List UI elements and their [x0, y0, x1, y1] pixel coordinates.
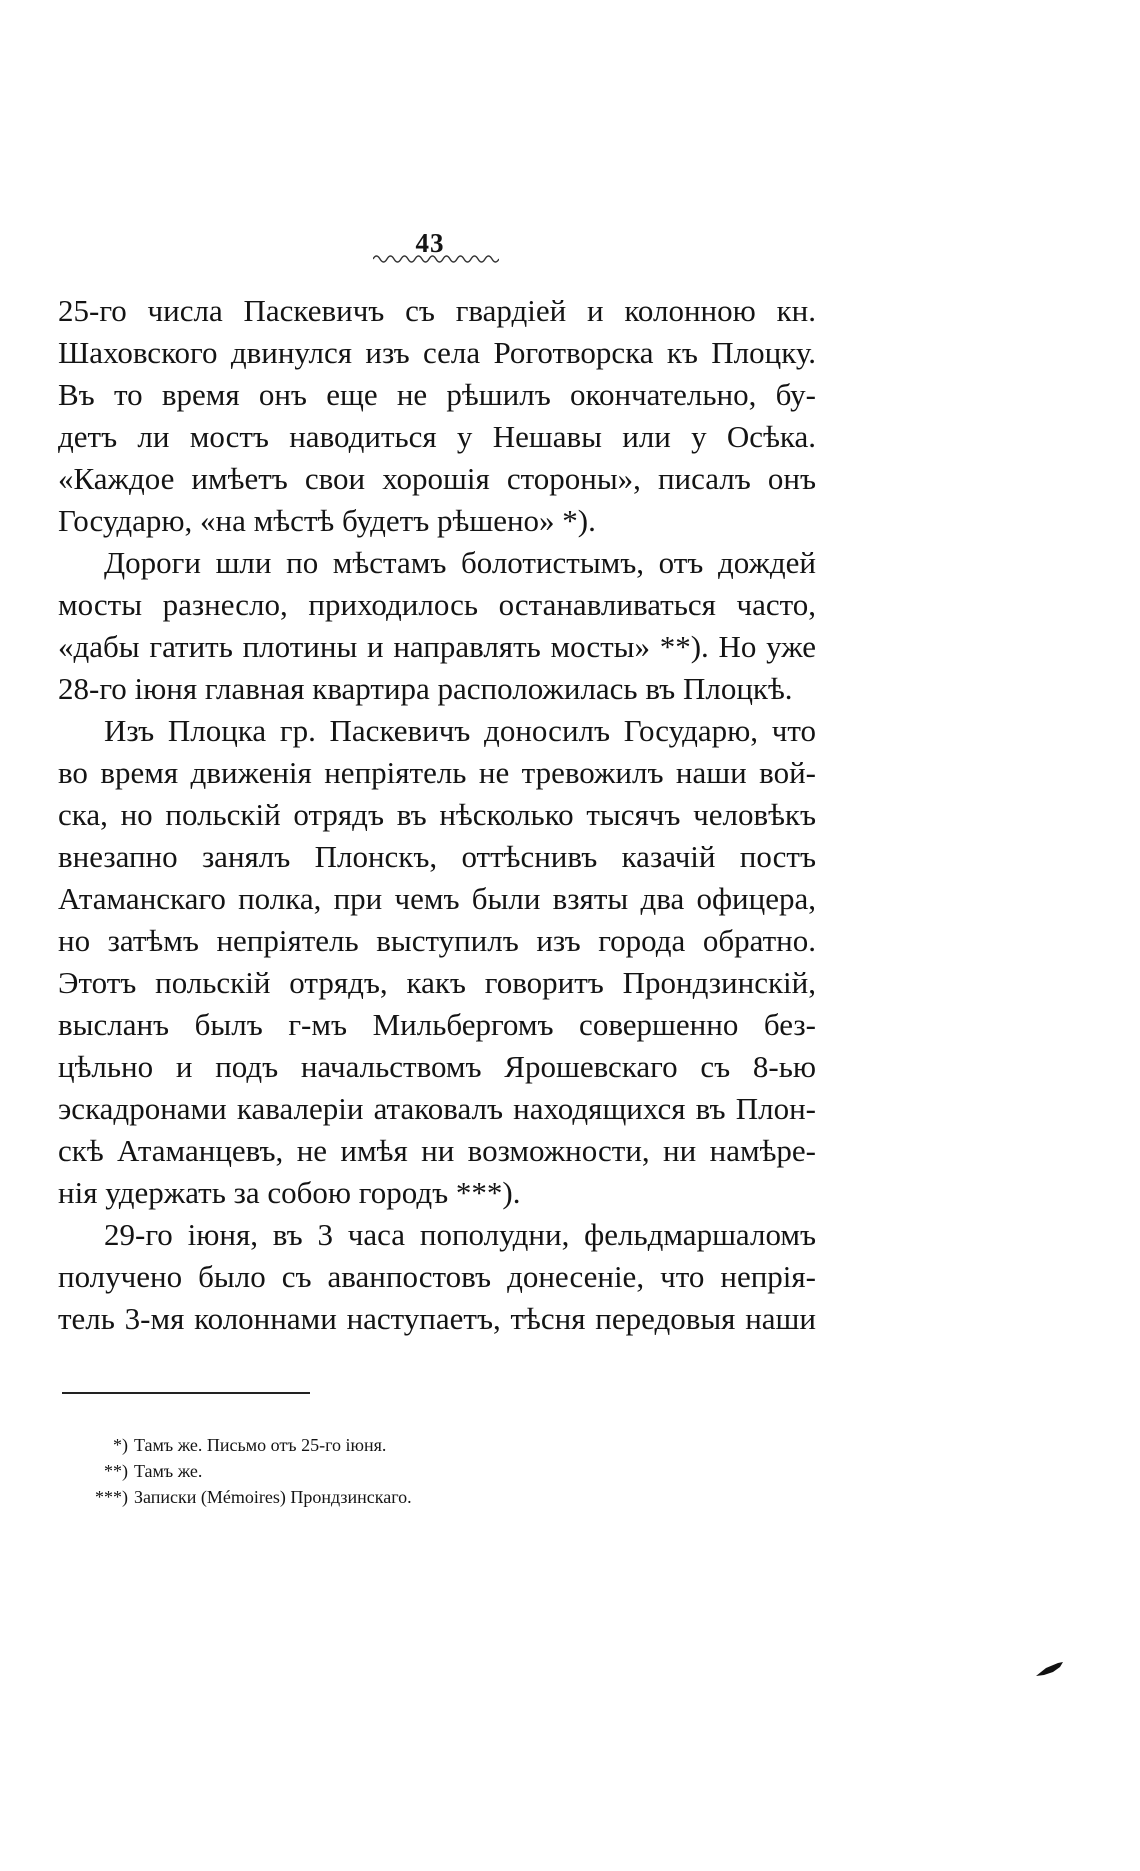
- main-text-block: [58, 290, 816, 1340]
- text-line: скѣ Атаманцевъ, не имѣя ни возможности, ни намѣре-: [58, 1133, 816, 1168]
- text-line: получено было съ аванпостовъ донесеніе, что непрія-: [58, 1259, 816, 1294]
- page-number: 43: [415, 228, 445, 258]
- text-line: эскадронами кавалеріи атаковалъ находящихся въ Плон-: [58, 1091, 816, 1126]
- text-line: во время движенія непріятель не тревожилъ наши вой-: [58, 755, 816, 790]
- text-line: но затѣмъ непріятель выступилъ изъ города обратно.: [58, 923, 816, 958]
- text-line: тель 3-мя колоннами наступаетъ, тѣсня передовыя наши: [58, 1301, 816, 1336]
- text-line: высланъ былъ г-мъ Мильбергомъ совершенно без-: [58, 1007, 816, 1042]
- footnote-text: Записки (Mémoires) Прондзинскаго.: [134, 1487, 412, 1507]
- text-line: Шаховского двинулся изъ села Роготворска къ Плоцку.: [58, 335, 816, 370]
- footnote: [92, 1432, 792, 1458]
- text-line: цѣльно и подъ начальствомъ Ярошевскаго съ 8-ью: [58, 1049, 816, 1084]
- paragraph-first-line: Изъ Плоцка гр. Паскевичъ доносилъ Государю, что: [104, 713, 816, 748]
- footnote-mark: **): [104, 1461, 128, 1481]
- text-line: «дабы гатить плотины и направлять мосты» **). Но уже: [58, 629, 816, 664]
- paragraph-first-line: Дороги шли по мѣстамъ болотистымъ, отъ дождей: [104, 545, 816, 580]
- page-number-ornament: [373, 253, 499, 265]
- footnote-mark: *): [113, 1435, 128, 1455]
- text-line: ска, но польскій отрядъ въ нѣсколько тысячъ человѣкъ: [58, 797, 816, 832]
- paragraph-first-line: 29-го іюня, въ 3 часа пополудни, фельдмаршаломъ: [104, 1217, 816, 1252]
- text-line: мосты разнесло, приходилось останавливаться часто,: [58, 587, 816, 622]
- footnote-text: Тамъ же.: [134, 1461, 203, 1481]
- text-line: 28-го іюня главная квартира расположилась въ Плоцкѣ.: [58, 671, 793, 706]
- text-line: внезапно занялъ Плонскъ, оттѣснивъ казачій постъ: [58, 839, 816, 874]
- footnote: [92, 1484, 792, 1510]
- footnote-mark: ***): [95, 1487, 128, 1507]
- footnote-separator: [62, 1392, 310, 1394]
- text-line: «Каждое имѣетъ свои хорошія стороны», писалъ онъ: [58, 461, 816, 496]
- text-line: Въ то время онъ еще не рѣшилъ окончательно, бу-: [58, 377, 816, 412]
- text-line: 25-го числа Паскевичъ съ гвардіей и колонною кн.: [58, 293, 816, 328]
- footnote: [92, 1458, 792, 1484]
- footnote-text: Тамъ же. Письмо отъ 25-го іюня.: [134, 1435, 387, 1455]
- text-line: Государю, «на мѣстѣ будетъ рѣшено» *).: [58, 503, 596, 538]
- text-line: Атаманскаго полка, при чемъ были взяты два офицера,: [58, 881, 816, 916]
- text-line: детъ ли мостъ наводиться у Нешавы или у Осѣка.: [58, 419, 816, 454]
- text-line: нія удержать за собою городъ ***).: [58, 1175, 521, 1210]
- printer-mark-icon: [1036, 1661, 1064, 1677]
- footnotes-block: [92, 1432, 792, 1510]
- text-line: Этотъ польскій отрядъ, какъ говоритъ Прондзинскій,: [58, 965, 816, 1000]
